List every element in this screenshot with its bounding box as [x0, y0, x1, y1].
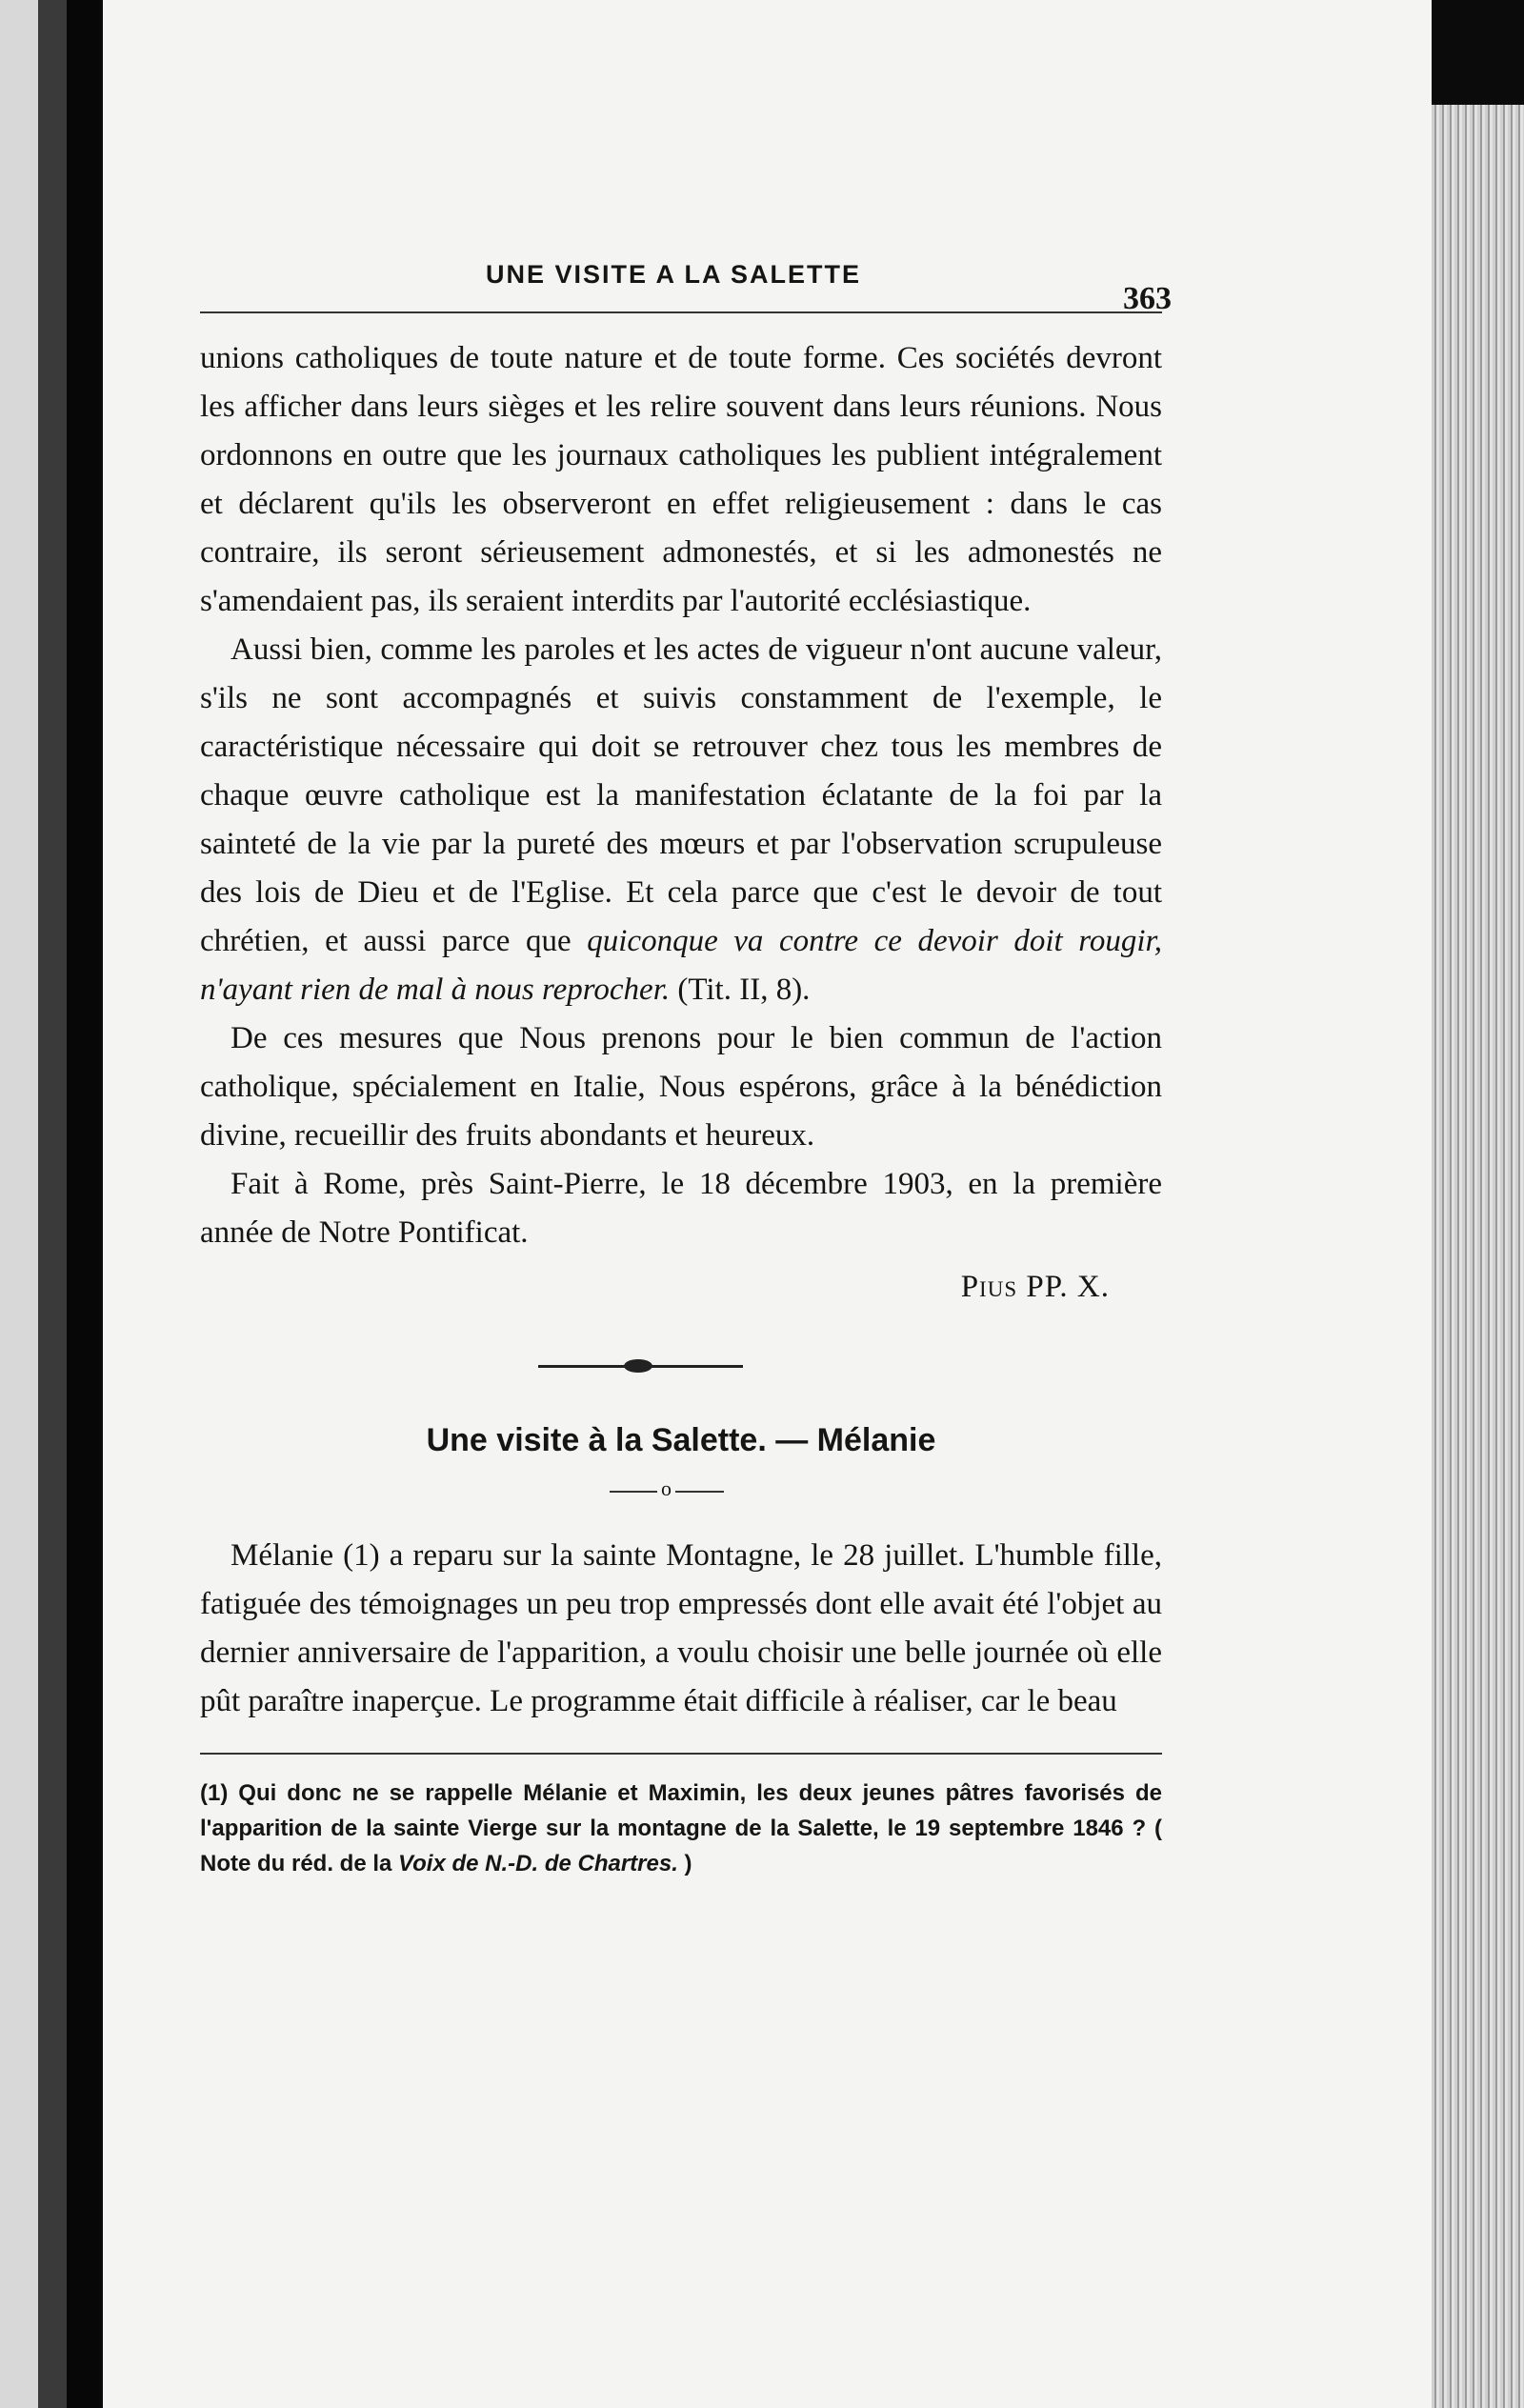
section-divider: [200, 1473, 1162, 1511]
paragraph-2: [200, 626, 1162, 1014]
running-title: UNE VISITE A LA SALETTE: [486, 260, 862, 289]
section-text: [200, 1532, 1162, 1726]
running-head: [200, 252, 1172, 316]
section-divider-mark: o: [657, 1476, 675, 1501]
ornament-divider: [200, 1348, 1162, 1386]
facing-page-edge: [0, 0, 67, 2408]
paragraph-3: De ces mesures que Nous prenons pour le bien commun de l'action catholique, spécialement en Italie, Nous espérons, grâce à la bénédiction divine, recueillir des fruits abondants et heureux.: [200, 1021, 1162, 1153]
paragraph-4: Fait à Rome, près Saint-Pierre, le 18 décembre 1903, en la première année de Notre Pontificat.: [200, 1167, 1162, 1250]
paragraph-1: unions catholiques de toute nature et de toute forme. Ces sociétés devront les afficher dans leurs sièges et les relire souvent dans leurs réunions. Nous ordonnons en outre que les journaux catholiques les publient intégralement et déclarent qu'ils les observeront en effet religieusement : dans le cas contraire, ils seront sérieusement admonestés, et si les admonestés ne s'amendaient pas, ils seraient interdits par l'autorité ecclésiastique.: [200, 341, 1162, 618]
page-stack-edges: [1432, 105, 1524, 2408]
page-number: 363: [1123, 281, 1172, 316]
footnote-rule: [200, 1753, 1162, 1755]
footnote-text-b: ): [677, 1851, 692, 1876]
signature: Pius PP. X.: [960, 1270, 1110, 1304]
page-content: [200, 252, 1172, 1881]
section-paragraph-1: Mélanie (1) a reparu sur la sainte Montagne, le 28 juillet. L'humble fille, fatiguée des témoignages un peu trop empressés dont elle avait été l'objet au dernier anniversaire de l'apparition, a voulu choisir une belle journée où elle pût paraître inaperçue. Le programme était difficile à réaliser, car le beau: [200, 1538, 1162, 1718]
paragraph-2-citation: (Tit. II, 8).: [670, 973, 811, 1007]
paragraph-2-text-a: Aussi bien, comme les paroles et les actes de vigueur n'ont aucune valeur, s'ils ne sont accompagnés et suivis constamment de l'exemple, le caractéristique nécessaire qui doit se retrouver chez tous les membres de chaque œuvre catholique est la manifestation éclatante de la foi par la sainteté de la vie par la pureté des mœurs et par l'observation scrupuleuse des lois de Dieu et de l'Eglise. Et cela parce que c'est le devoir de tout chrétien, et aussi parce que: [200, 632, 1162, 958]
footnote: [200, 1776, 1162, 1881]
footnote-text-a: (1) Qui donc ne se rappelle Mélanie et Maximin, les deux jeunes pâtres favorisés de l'apparition de la sainte Vierge sur la montagne de la Salette, le 19 septembre 1846 ? ( Note du réd. de la: [200, 1780, 1162, 1876]
letter-text: [200, 334, 1162, 1257]
footnote-italic-source: Voix de N.-D. de Chartres.: [398, 1851, 678, 1876]
ornament-dot: [624, 1359, 652, 1373]
section-title: Une visite à la Salette. — Mélanie: [426, 1422, 936, 1458]
scan-border-top-right: [1432, 0, 1524, 105]
paragraph-2-italic-quote: quiconque va contre ce devoir doit rougir, n'ayant rien de mal à nous reprocher.: [200, 924, 1162, 1007]
